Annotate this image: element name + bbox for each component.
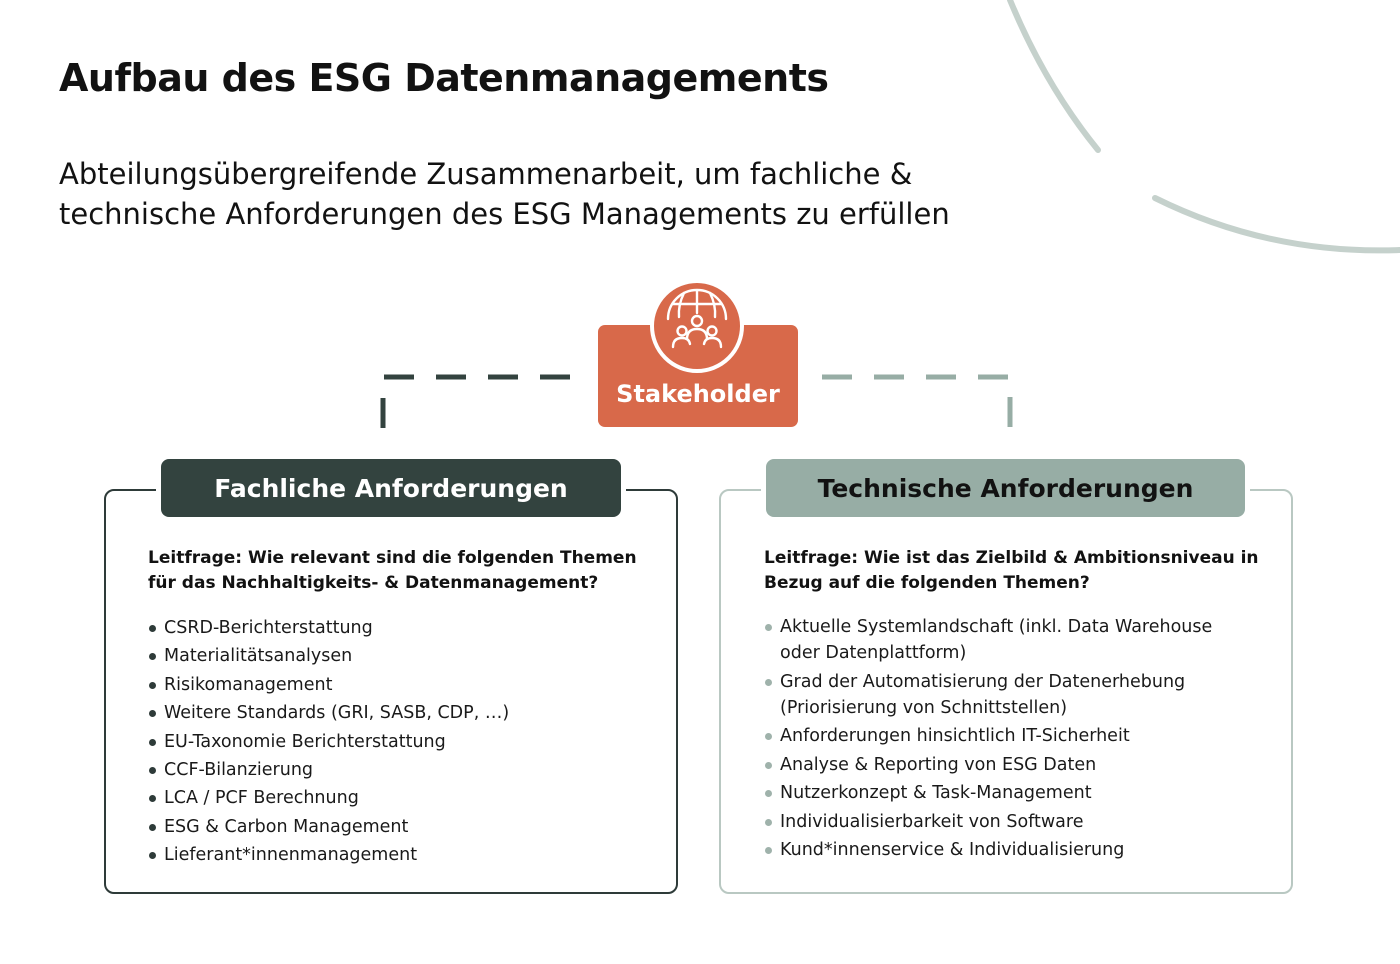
list-item	[148, 614, 628, 642]
list-item-text: Grad der Automatisierung der Datenerhebung (Priorisierung von Schnittstellen)	[780, 671, 1186, 718]
list-item-text: Anforderungen hinsichtlich IT-Sicherheit	[780, 726, 1130, 746]
list-item	[764, 809, 1254, 835]
subtitle-line-1: Abteilungsübergreifende Zusammenarbeit, um fachliche &	[59, 157, 913, 191]
technische-anforderungen-header: Technische Anforderungen	[766, 459, 1245, 517]
subtitle-line-2: technische Anforderungen des ESG Managements zu erfüllen	[59, 197, 950, 231]
stakeholder-icon-circle	[650, 279, 744, 373]
bullet-dot-icon	[765, 733, 772, 740]
fachliche-anforderungen-header: Fachliche Anforderungen	[161, 459, 621, 517]
list-item	[764, 723, 1254, 749]
list-item	[764, 752, 1254, 778]
bullet-dot-icon	[149, 824, 156, 831]
bullet-dot-icon	[149, 739, 156, 746]
bullet-dot-icon	[149, 625, 156, 632]
list-item-text: Risikomanagement	[164, 674, 333, 695]
list-item-text: CCF-Bilanzierung	[164, 760, 314, 781]
list-item-text: Materialitätsanalysen	[164, 646, 353, 667]
fachliche-leitfrage: Leitfrage: Wie relevant sind die folgenden Themen für das Nachhaltigkeits- & Datenmanagement?	[148, 548, 637, 593]
bullet-dot-icon	[149, 682, 156, 689]
dashed-connector-left	[383, 377, 570, 446]
technische-leitfrage: Leitfrage: Wie ist das Zielbild & Ambitionsniveau in Bezug auf die folgenden Themen?	[764, 548, 1259, 593]
stakeholder-label: Stakeholder	[616, 380, 780, 408]
list-item	[148, 699, 628, 727]
page-title: Aufbau des ESG Datenmanagements	[59, 56, 829, 100]
list-item	[148, 642, 628, 670]
list-item-text: Nutzerkonzept & Task-Management	[780, 783, 1092, 803]
fachliche-themen-list	[148, 614, 628, 870]
bullet-dot-icon	[149, 767, 156, 774]
globe-people-icon	[654, 283, 740, 369]
bullet-dot-icon	[765, 624, 772, 631]
list-item	[148, 756, 628, 784]
list-item-text: Lieferant*innenmanagement	[164, 845, 418, 866]
bullet-dot-icon	[149, 795, 156, 802]
bullet-dot-icon	[149, 653, 156, 660]
list-item-text: Aktuelle Systemlandschaft (inkl. Data Warehouse oder Datenplattform)	[780, 617, 1213, 663]
list-item	[764, 837, 1254, 863]
list-item-text: EU-Taxonomie Berichterstattung	[164, 731, 446, 752]
list-item-text: Analyse & Reporting von ESG Daten	[780, 754, 1097, 775]
list-item-text: Individualisierbarkeit von Software	[780, 811, 1084, 832]
list-item	[764, 669, 1254, 721]
list-item	[148, 841, 628, 869]
list-item-text: CSRD-Berichterstattung	[164, 618, 373, 638]
list-item-text: LCA / PCF Berechnung	[164, 788, 359, 809]
list-item	[148, 728, 628, 756]
list-item	[764, 780, 1254, 806]
list-item-text: Weitere Standards (GRI, SASB, CDP, …)	[164, 703, 510, 724]
bullet-dot-icon	[149, 852, 156, 859]
list-item-text: Kund*innenservice & Individualisierung	[780, 840, 1125, 860]
technische-themen-list	[764, 614, 1254, 866]
list-item	[148, 813, 628, 841]
bullet-dot-icon	[765, 847, 772, 854]
bullet-dot-icon	[765, 762, 772, 769]
list-item-text: ESG & Carbon Management	[164, 816, 409, 837]
bullet-dot-icon	[765, 819, 772, 826]
list-item	[148, 671, 628, 699]
list-item	[148, 784, 628, 812]
dashed-connector-right	[822, 377, 1010, 446]
decorative-arc-lower	[1155, 198, 1400, 250]
decorative-arc	[1010, 0, 1098, 150]
list-item	[764, 614, 1254, 666]
bullet-dot-icon	[765, 790, 772, 797]
bullet-dot-icon	[149, 710, 156, 717]
bullet-dot-icon	[765, 679, 772, 686]
